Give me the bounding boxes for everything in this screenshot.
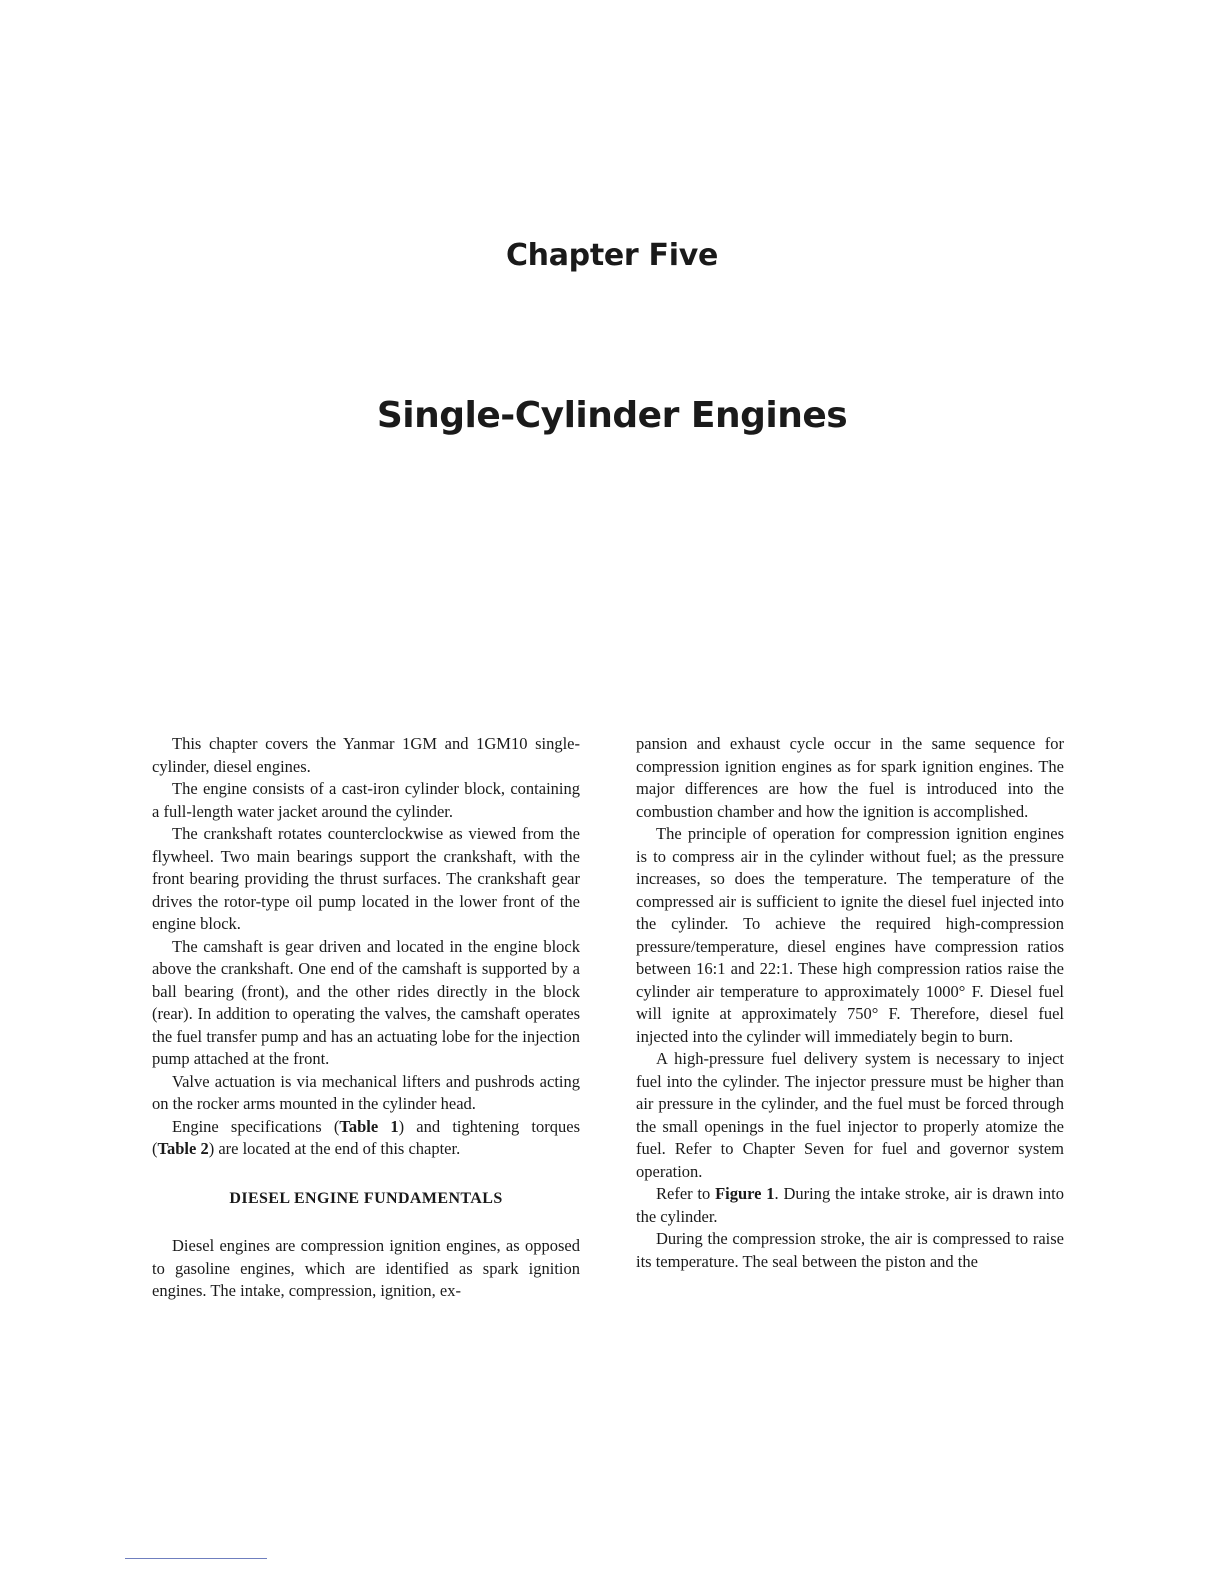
paragraph-compression-stroke: During the compression stroke, the air is compressed to raise its temperature. The seal between the piston and the <box>636 1229 1064 1271</box>
table-1-reference: Table 1 <box>339 1116 399 1136</box>
section-heading: DIESEL ENGINE FUNDAMENTALS <box>229 1189 503 1207</box>
chapter-label: Chapter Five <box>505 238 719 273</box>
paragraph-intake-stroke <box>636 1183 1064 1228</box>
chapter-title: Single-Cylinder Engines <box>376 395 848 436</box>
paragraph-diesel-fundamentals-continued: pansion and exhaust cycle occur in the same sequence for compression ignition engines as for spark ignition engines. The major differences are how the fuel is introduced into the combustion chamber and how the ignition is accomplished. <box>636 734 1064 821</box>
table-2-reference: Table 2 <box>157 1139 209 1158</box>
footer-rule <box>125 1558 267 1559</box>
paragraph-compression-principle: The principle of operation for compression ignition engines is to compress air in the cylinder without fuel; as the pressure increases, so does the temperature. The temperature of the compressed air is sufficient to ignite the diesel fuel injected into the cylinder. To achieve the required high-compression pressure/temperature, diesel engines have compression ratios between 16:1 and 22:1. These high compression ratios raise the cylinder air temperature to approximately 1000° F. Diesel fuel will ignite at approximately 750° F. Therefore, diesel fuel injected into the cylinder will immediately begin to burn. <box>636 824 1064 1046</box>
paragraph-specifications <box>152 1116 580 1161</box>
paragraph-intro: This chapter covers the Yanmar 1GM and 1GM10 single-cylinder, diesel engines. <box>152 734 580 776</box>
text-run: Refer to <box>656 1184 716 1203</box>
paragraph-valve-actuation: Valve actuation is via mechanical lifters and pushrods acting on the rocker arms mounted in the cylinder head. <box>152 1071 580 1113</box>
text-run: ) are located at the end of this chapter. <box>208 1139 461 1158</box>
paragraph-fuel-delivery: A high-pressure fuel delivery system is necessary to inject fuel into the cylinder. The injector pressure must be higher than air pressure in the cylinder, and the fuel must be forced through the small openings in the fuel injector to properly atomize the fuel. Refer to Chapter Seven for fuel and governor system operation. <box>636 1049 1064 1181</box>
right-column <box>636 733 1064 1273</box>
text-run: ) and tightening torques ( <box>152 1116 581 1158</box>
text-run: Engine specifications ( <box>172 1116 340 1136</box>
left-column <box>152 733 580 1303</box>
paragraph-cylinder-block: The engine consists of a cast-iron cylinder block, containing a full-length water jacket around the cylinder. <box>152 779 580 821</box>
paragraph-camshaft: The camshaft is gear driven and located in the engine block above the crankshaft. One end of the camshaft is supported by a ball bearing (front), and the other rides directly in the block (rear). In addition to operating the valves, the camshaft operates the fuel transfer pump and has an actuating lobe for the injection pump attached at the front. <box>152 936 580 1068</box>
paragraph-diesel-fundamentals: Diesel engines are compression ignition engines, as opposed to gasoline engines, which are identified as spark ignition engines. The intake, compression, ignition, ex- <box>152 1236 580 1300</box>
paragraph-crankshaft: The crankshaft rotates counterclockwise as viewed from the flywheel. Two main bearings support the crankshaft, with the front bearing providing the thrust surfaces. The crankshaft gear drives the rotor-type oil pump located in the lower front of the engine block. <box>152 824 580 933</box>
figure-1-reference: Figure 1 <box>715 1184 775 1203</box>
text-run: . During the intake stroke, air is drawn into the cylinder. <box>636 1184 1064 1226</box>
